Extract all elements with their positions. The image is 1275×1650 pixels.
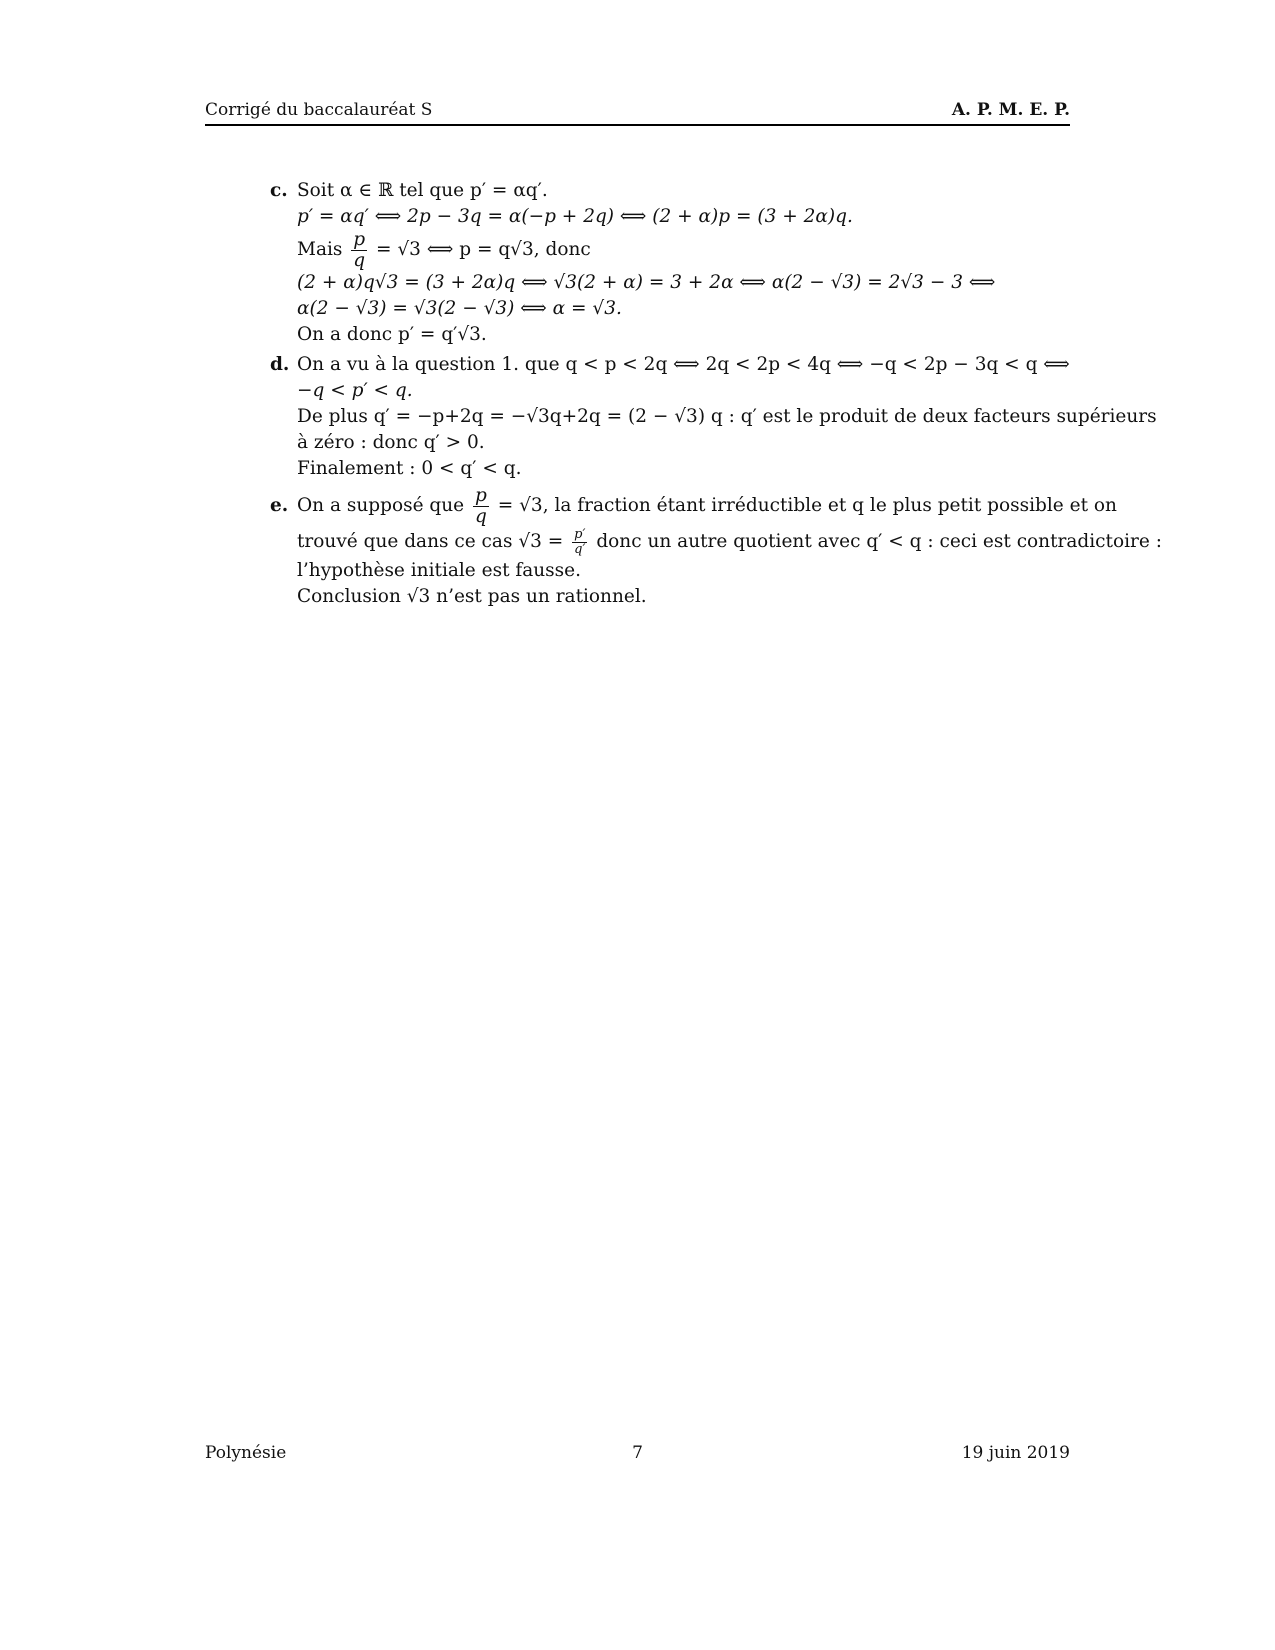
page-header [205, 100, 1070, 126]
fraction-denominator: q [353, 249, 366, 271]
item-c [270, 178, 1070, 348]
page-content [270, 178, 1162, 614]
text-fragment: On a supposé que [297, 495, 465, 516]
text-line [297, 230, 1070, 270]
footer-location: Polynésie [205, 1443, 287, 1463]
text-line: Conclusion √3 n’est pas un rationnel. [297, 586, 647, 607]
item-label: e. [270, 495, 289, 516]
text-fragment: trouvé que dans ce cas √3 = [297, 531, 564, 552]
item-label: d. [270, 354, 290, 375]
fraction-denominator: q [475, 505, 487, 527]
text-fragment: = √3, la fraction étant irréductible et q le plus petit possible et on [497, 495, 1117, 516]
page-footer [205, 1443, 1070, 1467]
text-fragment: donc un autre quotient avec q′ < q : ceci est contradictoire : [596, 531, 1162, 552]
fraction-denominator: q′ [574, 541, 586, 557]
equation-line: α(2 − √3) = √3(2 − √3) ⟺ α = √3. [297, 298, 622, 319]
fraction-numerator: p [353, 229, 366, 251]
fraction-numerator: p′ [574, 526, 586, 542]
text-line: Finalement : 0 < q′ < q. [297, 458, 522, 479]
text-line: Soit α ∈ ℝ tel que p′ = αq′. [297, 180, 548, 201]
fraction [473, 486, 489, 526]
page-number: 7 [632, 1443, 643, 1463]
item-label: c. [270, 180, 288, 201]
text-line: à zéro : donc q′ > 0. [297, 432, 485, 453]
item-e [270, 485, 1162, 610]
fraction [351, 230, 367, 270]
equation-line: p′ = αq′ ⟺ 2p − 3q = α(−p + 2q) ⟺ (2 + α)p = (3 + 2α)q. [297, 206, 853, 227]
footer-date: 19 juin 2019 [961, 1443, 1070, 1463]
header-publisher: A. P. M. E. P. [951, 100, 1070, 120]
text-line [297, 485, 1117, 527]
fraction [572, 528, 587, 556]
header-title: Corrigé du baccalauréat S [205, 100, 433, 120]
text-fragment: = √3 ⟺ p = q√3, donc [376, 239, 591, 260]
text-line: l’hypothèse initiale est fausse. [297, 560, 582, 581]
fraction-numerator: p [475, 485, 487, 507]
equation-line: −q < p′ < q. [297, 380, 413, 401]
equation-line: (2 + α)q√3 = (3 + 2α)q ⟺ √3(2 + α) = 3 + 2α ⟺ α(2 − √3) = 2√3 − 3 ⟺ [297, 272, 996, 293]
text-line: On a donc p′ = q′√3. [297, 324, 487, 345]
text-fragment: Mais [297, 239, 343, 260]
item-d [270, 352, 1157, 482]
text-line: De plus q′ = −p+2q = −√3q+2q = (2 − √3) q : q′ est le produit de deux facteurs supérieurs [297, 406, 1157, 427]
text-line: On a vu à la question 1. que q < p < 2q ⟺ 2q < 2p < 4q ⟺ −q < 2p − 3q < q ⟺ [297, 354, 1070, 375]
text-line [297, 526, 1162, 558]
